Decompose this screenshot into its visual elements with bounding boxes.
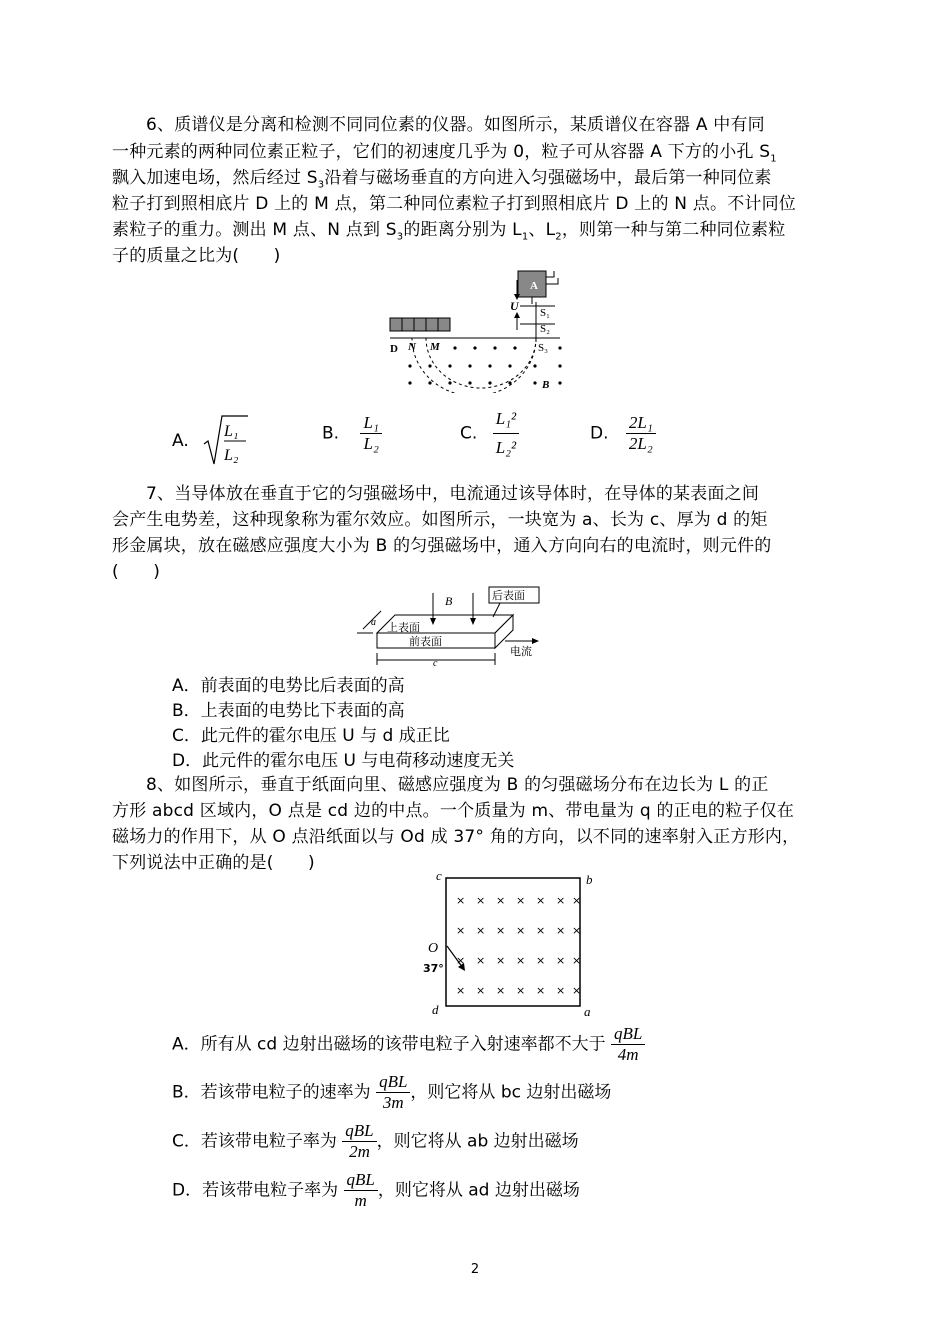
fig6-label-b: B [542,379,550,391]
q7-option-a[interactable]: A．前表面的电势比后表面的高 [172,676,405,696]
field-cross-icon: × [556,894,566,907]
field-cross-icon: × [516,954,526,967]
fig6-label-d: D [390,343,398,355]
fig8-label-c: c [436,868,442,883]
fig7-label-b: B [445,594,453,608]
q7-option-b[interactable]: B．上表面的电势比下表面的高 [172,701,405,721]
field-cross-icon: × [456,984,466,997]
fig8-label-o: O [428,941,439,956]
fig6-label-m: M [430,341,440,353]
field-cross-icon: × [476,954,486,967]
q7-option-d[interactable]: D．此元件的霍尔电压 U 与电荷移动速度无关 [172,751,515,771]
field-cross-icon: × [496,924,506,937]
fig8-label-b: b [586,872,593,887]
square-field-figure [420,868,605,1020]
q8-line3: 磁场力的作用下，从 O 点沿纸面以与 Od 成 37° 角的方向，以不同的速率射入正方形内， [112,827,800,847]
q6-line3: 飘入加速电场，然后经过 $S_3$沿着与磁场垂直的方向进入匀强磁场中，最后第一种同位素 [112,168,772,191]
q8-option-d[interactable]: D．若该带电粒子率为 $\frac{\text{qBL}}{m}$ ，则它将从 ad 边射出磁场 [172,1170,580,1210]
field-cross-icon: × [572,894,582,907]
q8-option-c[interactable]: C．若该带电粒子率为 $\frac{\text{qBL}}{2m}$ ，则它将从 ab 边射出磁场 [172,1121,579,1161]
page-number: 2 [470,1262,480,1277]
fig7-label-top: 上表面 [387,621,420,634]
field-cross-icon: × [572,924,582,937]
q6-option-a[interactable]: A. L₁ L₂ [172,414,250,468]
field-cross-icon: × [456,894,466,907]
mass-spectrometer-figure [380,268,580,393]
field-cross-icon: × [556,954,566,967]
field-cross-icon: × [536,954,546,967]
fig6-label-n: N [408,341,416,353]
field-cross-icon: × [572,984,582,997]
q6-opt-a-den: L₂ [224,447,239,464]
fig7-label-c: c [433,658,438,667]
q7-option-c[interactable]: C．此元件的霍尔电压 U 与 d 成正比 [172,726,450,746]
fig8-label-a: a [584,1004,591,1019]
q8-line4: 下列说法中正确的是( ) [112,853,315,873]
field-cross-icon: × [536,924,546,937]
field-cross-icon: × [476,894,486,907]
q6-option-b[interactable]: B. $\frac{\text{L₁}}{\text{L₂}}$ [322,413,382,454]
fig7-label-front: 前表面 [409,635,442,648]
fig8-label-angle: 37° [423,962,444,975]
q6-opt-a-num: L₁ [224,423,239,440]
fig6-label-a: A [530,280,538,292]
field-cross-icon: × [456,954,466,967]
field-cross-icon: × [496,894,506,907]
field-cross-icon: × [536,984,546,997]
field-cross-icon: × [476,984,486,997]
field-cross-icon: × [496,954,506,967]
q8-line2: 方形 abcd 区域内，O 点是 cd 边的中点。一个质量为 m、带电量为 q 的正电的粒子仅在 [112,801,795,821]
fig7-label-current: 电流 [510,645,532,658]
q7-line1: 7、当导体放在垂直于它的匀强磁场中，电流通过该导体时，在导体的某表面之间 [146,484,760,504]
q6-line2: 一种元素的两种同位素正粒子，它们的初速度几乎为 0，粒子可从容器 A 下方的小孔 $S_1$ [112,142,777,165]
fig6-label-u: U [510,299,519,313]
field-cross-icon: × [572,954,582,967]
fig7-label-a: a [371,617,376,628]
q7-line2: 会产生电势差，这种现象称为霍尔效应。如图所示，一块宽为 a、长为 c、厚为 d 的矩 [112,510,768,530]
fig8-label-d: d [432,1002,439,1017]
q8-line1: 8、如图所示，垂直于纸面向里、磁感应强度为 B 的匀强磁场分布在边长为 L 的正 [146,775,769,795]
q7-line3: 形金属块，放在磁感应强度大小为 B 的匀强磁场中，通入方向向右的电流时，则元件的 [112,536,772,556]
fig6-label-s3: S₃ [538,342,548,354]
fig6-label-s2: S₂ [540,323,550,335]
field-cross-icon: × [516,894,526,907]
field-cross-icon: × [516,984,526,997]
q8-option-a[interactable]: A．所有从 cd 边射出磁场的该带电粒子入射速率都不大于 $\frac{\text{qBL}}{4m}$ [172,1024,645,1072]
q7-line4: ( ) [112,562,161,582]
q6-line5: 素粒子的重力。测出 M 点、N 点到 $S_3$的距离分别为 $L_1$、$L_2$，则第一种与第二种同位素粒 [112,220,786,243]
field-cross-icon: × [536,894,546,907]
fig6-label-s1: S₁ [540,307,550,319]
q6-option-d[interactable]: D. $\frac{\text{2L₁}}{\text{2L₂}}$ [590,413,656,454]
q8-option-b[interactable]: B．若该带电粒子的速率为 $\frac{\text{qBL}}{3m}$ ，则它将从 bc 边射出磁场 [172,1072,612,1112]
field-cross-icon: × [556,924,566,937]
field-cross-icon: × [476,924,486,937]
q6-line4: 粒子打到照相底片 D 上的 M 点，第二种同位素粒子打到照相底片 D 上的 N 点。不计同位 [112,194,796,214]
q6-line6: 子的质量之比为( ) [112,246,281,266]
fig7-label-back: 后表面 [492,589,525,602]
q6-option-c[interactable]: C. $\frac{\text{L₁²}}{\text{L₂²}}$ [460,405,519,462]
hall-effect-figure [355,585,545,667]
sqrt-icon [202,414,250,468]
q6-line1: 6、质谱仪是分离和检测不同同位素的仪器。如图所示，某质谱仪在容器 A 中有同 [146,115,765,135]
field-cross-icon: × [556,984,566,997]
field-cross-icon: × [496,984,506,997]
field-cross-icon: × [516,924,526,937]
field-cross-icon: × [456,924,466,937]
